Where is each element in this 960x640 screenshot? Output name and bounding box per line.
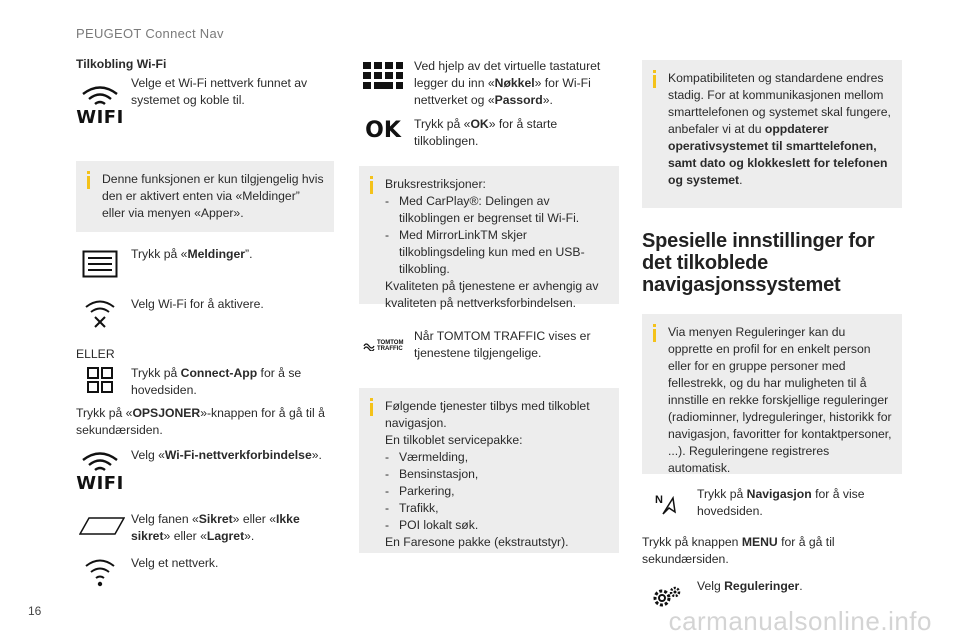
messages-icon (76, 250, 124, 278)
step-text: Velg et nettverk. (131, 556, 219, 570)
info-lead: Følgende tjenester tilbys med tilkoblet navigasjon. (385, 399, 590, 430)
document-header-title: PEUGEOT Connect Nav (76, 26, 224, 41)
apps-grid-icon (76, 367, 124, 393)
watermark: carmanualsonline.info (668, 606, 932, 636)
step-connect-app (76, 365, 334, 401)
info-tail: En Faresone pakke (ekstrautstyr). (385, 535, 569, 549)
tomtom-traffic-icon (361, 340, 409, 352)
tab-icon (78, 517, 126, 535)
info-tail: Kvaliteten på tjenestene er avhengig av kvaliteten på nettverksforbindelsen. (385, 279, 599, 310)
step-wifi-activate (76, 294, 334, 344)
step-text: Velge et Wi-Fi nettverk funnet av systemet og koble til. (131, 76, 308, 107)
step-text: Trykk på Connect-App for å se hovedsiden. (131, 366, 302, 397)
wifi-label: WIFI (76, 473, 124, 494)
step-regulations (642, 578, 902, 618)
settings-gear-icon (642, 584, 690, 612)
info-icon (367, 176, 376, 194)
info-list-item: - Trafikk, (385, 501, 439, 515)
wifi-icon (76, 451, 124, 494)
section-heading-settings: Spesielle innstillinger for det tilkoblede navigasjonssystemet (642, 230, 875, 296)
tomtom-label: TOMTOM TRAFFIC (377, 340, 404, 352)
info-list-item: - Parkering, (385, 484, 455, 498)
info-box-availability (76, 161, 334, 232)
column-1 (76, 56, 334, 591)
step-text: Velg Reguleringer. (697, 579, 803, 593)
step-text: Velg fanen «Sikret» eller «Ikke sikret» eller «Lagret». (131, 512, 300, 543)
step-text: Velg Wi-Fi for å aktivere. (131, 297, 264, 311)
step-virtual-keyboard (359, 58, 619, 116)
step-wifi-network-connection (76, 447, 334, 509)
step-select-network (76, 555, 334, 591)
navigation-icon (642, 490, 690, 516)
column-2 (359, 56, 619, 553)
info-text: Denne funksjonen er kun tilgjengelig hvis den er aktivert enten via «Meldinger” eller via menyen «Apper». (102, 172, 324, 220)
step-text: Trykk på «Meldinger”. (131, 247, 253, 261)
step-tomtom-traffic (359, 328, 619, 382)
step-ok (359, 116, 619, 156)
step-text: Velg «Wi-Fi-nettverkforbindelse». (131, 448, 322, 462)
or-label: ELLER (76, 347, 115, 361)
step-navigation (642, 486, 902, 530)
info-box-regulations: Via menyen Reguleringer kan du opprette en profil for en enkelt person eller for en gruppe personer med fellestrekk, og du har muligheten til å innstille en rekke forskjellige reguleringer (radiominner, lydreguleringer, historikk for navigasjon, favoritter for kontaktpersoner, ...). Reguleringene registreres automatisk. (642, 314, 902, 474)
wifi-label: WIFI (76, 107, 124, 128)
ok-label: OK (365, 118, 401, 143)
info-icon (367, 398, 376, 416)
info-list-item: - Bensinstasjon, (385, 467, 479, 481)
info-list-item: - Med MirrorLinkTM skjer tilkoblingsdeling kun med en USB-tilkobling. (385, 228, 585, 276)
wifi-icon (76, 85, 124, 128)
ok-icon (359, 118, 407, 143)
svg-text:N: N (655, 494, 663, 506)
menu-instruction: Trykk på knappen MENU for å gå til sekundærsiden. (642, 535, 835, 566)
step-text: Trykk på «OK» for å starte tilkoblingen. (414, 117, 558, 148)
wifi-off-icon (76, 298, 124, 328)
step-select-tab (76, 511, 334, 555)
info-box-compatibility: Kompatibiliteten og standardene endres stadig. For at kommunikasjonen mellom smarttelefonen og systemet skal fungere, anbefaler vi at du oppdaterer operativsystemet til smarttelefonen, samt dato og klokkeslett for telefonen og systemet. (642, 60, 902, 208)
step-messages (76, 246, 334, 288)
info-list-item: - Med CarPlay®: Delingen av tilkoblingen er begrenset til Wi-Fi. (385, 194, 580, 225)
info-title: Bruksrestriksjoner: (385, 177, 486, 191)
options-instruction: Trykk på «OPSJONER»-knappen for å gå til å sekundærsiden. (76, 406, 325, 437)
step-text: Ved hjelp av det virtuelle tastaturet legger du inn «Nøkkel» for Wi-Fi nettverket og «Passord». (414, 59, 601, 107)
info-icon (650, 324, 659, 342)
step-text: Trykk på Navigasjon for å vise hovedsiden. (697, 487, 865, 518)
wifi-signal-icon (76, 557, 124, 587)
column-3 (642, 56, 902, 618)
info-sub: En tilkoblet servicepakke: (385, 433, 523, 447)
step-text: Når TOMTOM TRAFFIC vises er tjenestene tilgjengelige. (414, 329, 591, 360)
info-icon (84, 171, 93, 189)
step-wifi-connect (76, 75, 334, 149)
section-heading-wifi: Tilkobling Wi-Fi (76, 57, 167, 71)
info-list-item: - POI lokalt søk. (385, 518, 479, 532)
page-number: 16 (28, 604, 42, 618)
info-list-item: - Værmelding, (385, 450, 469, 464)
info-box-connected-services (359, 388, 619, 553)
keyboard-icon (359, 62, 407, 90)
info-icon (650, 70, 659, 88)
info-box-restrictions (359, 166, 619, 310)
